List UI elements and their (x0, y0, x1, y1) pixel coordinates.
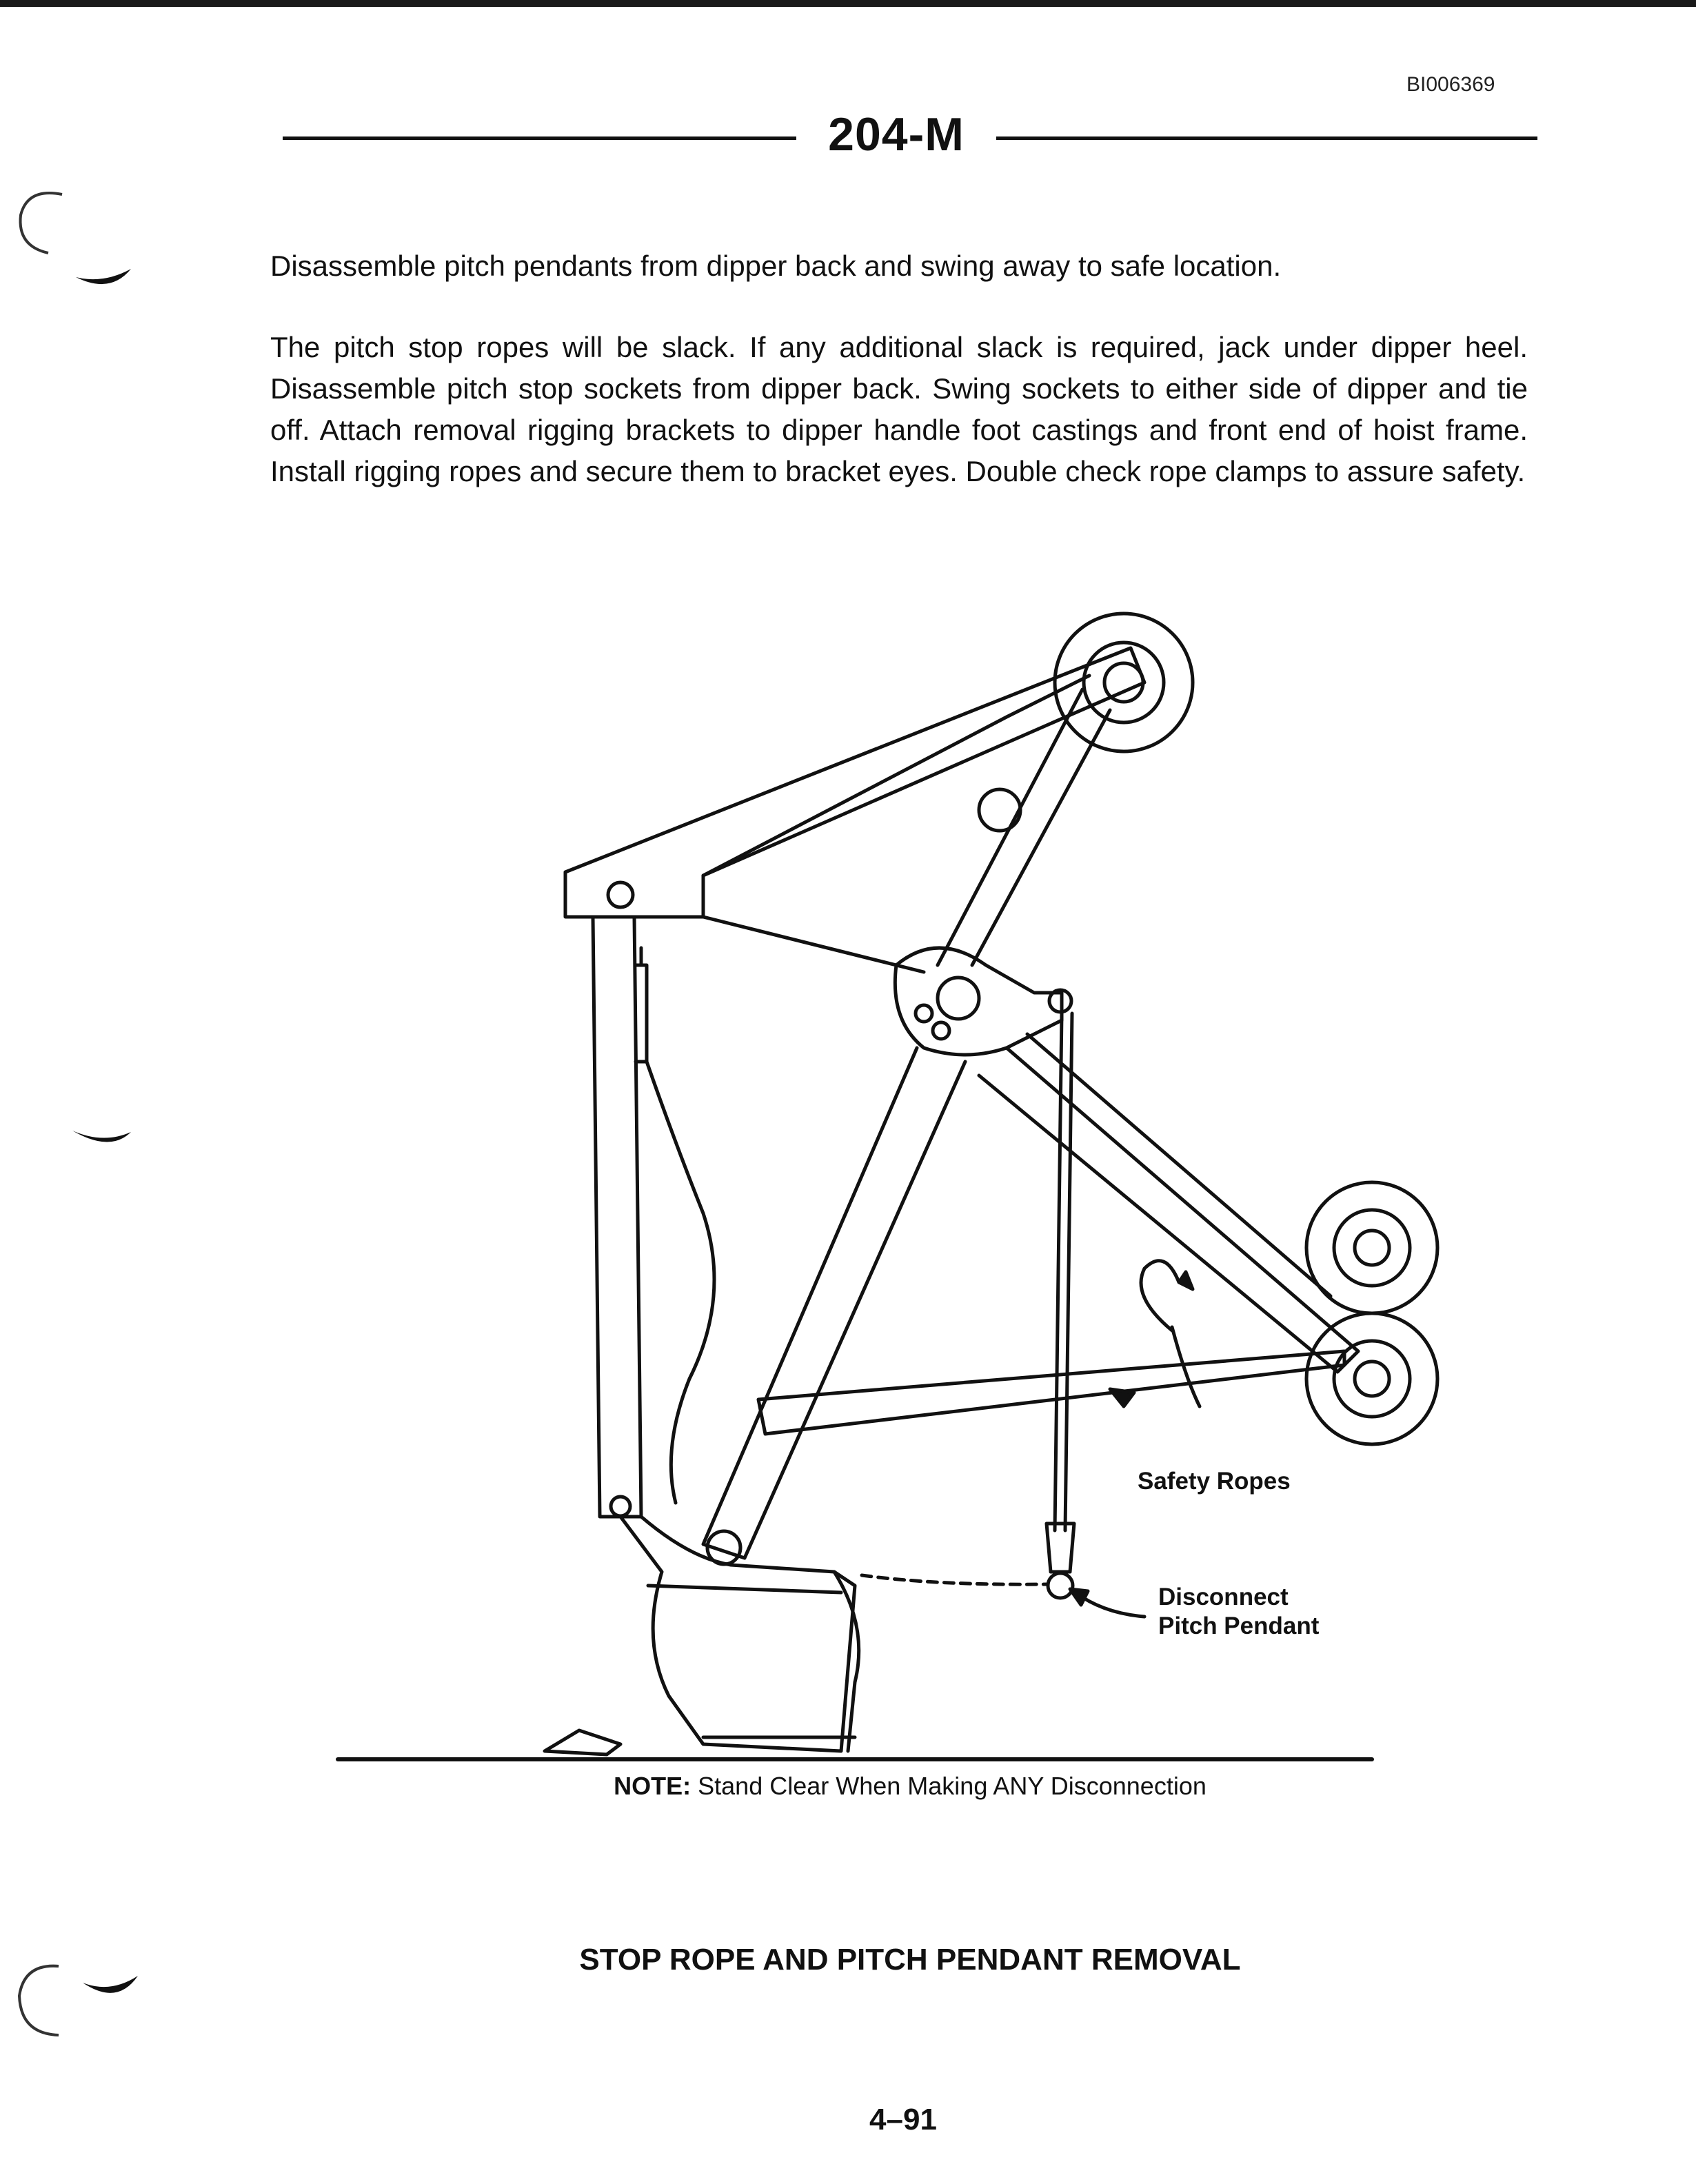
binder-hole-bottom-icon (7, 1958, 145, 2048)
binder-hole-mid-icon (69, 1124, 138, 1158)
header-rule-right (996, 136, 1537, 140)
note-text: Stand Clear When Making ANY Disconnection (698, 1772, 1207, 1800)
page-number: 4–91 (869, 2103, 937, 2136)
binder-hole-top-icon (7, 181, 145, 305)
callout-disconnect-line1: Disconnect (1158, 1584, 1289, 1610)
callout-disconnect-line2: Pitch Pendant (1158, 1612, 1320, 1639)
top-edge-bar (0, 0, 1696, 7)
paragraph-pitch-stop-ropes: The pitch stop ropes will be slack. If any additional slack is required, jack under dipper heel. Disassemble pitch stop sockets from dipper back. Swing sockets to either side of dipper and tie off. Attach removal rigging brackets to dipper handle foot castings and front end of hoist frame. Install rigging ropes and secure them to bracket eyes. Double check rope clamps to assure safety. (270, 331, 1528, 487)
callout-safety-ropes: Safety Ropes (1138, 1468, 1291, 1495)
figure-caption: STOP ROPE AND PITCH PENDANT REMOVAL (579, 1943, 1241, 1976)
page-title: 204-M (828, 108, 965, 161)
figure-note (483, 1772, 1337, 1801)
document-id: BI006369 (1406, 73, 1495, 96)
note-label: NOTE: (614, 1772, 691, 1800)
header-rule-left (283, 136, 796, 140)
paragraph-disassemble-pendants: Disassemble pitch pendants from dipper back and swing away to safe location. (270, 250, 1282, 282)
